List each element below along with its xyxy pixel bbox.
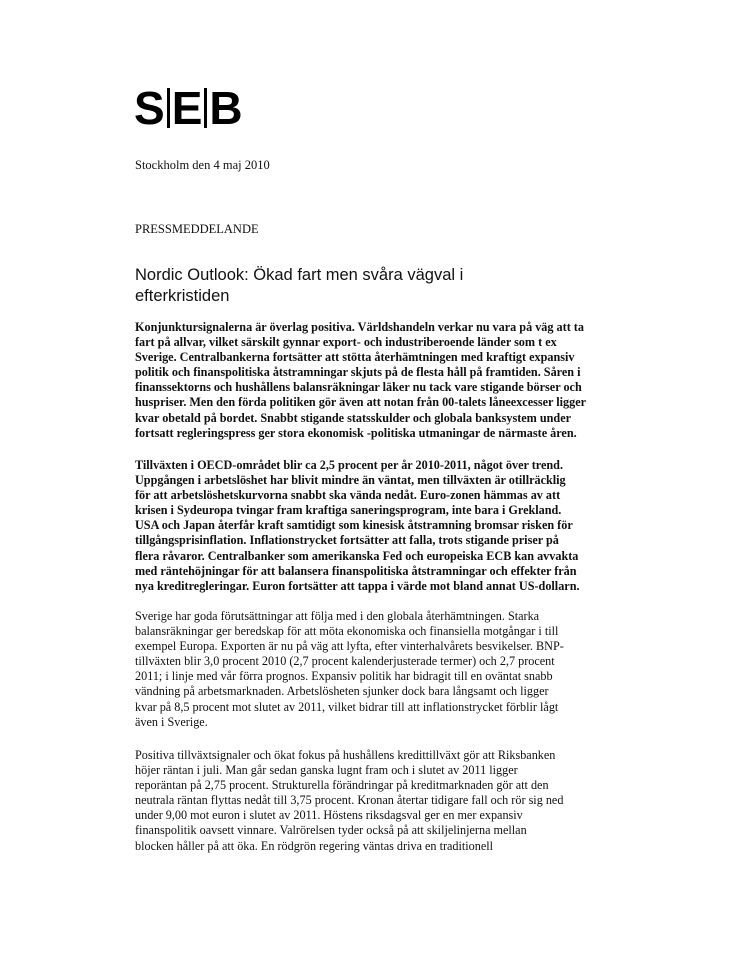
logo-divider xyxy=(167,88,170,128)
page-title xyxy=(135,265,605,307)
text-line: huspriser. Men den förda politiken gör även att notan från 00-talets låneexcesser ligger xyxy=(135,395,587,410)
text-line: Konjunktursignalerna är överlag positiva. Världshandeln verkar nu vara på väg att ta xyxy=(135,320,584,334)
text-line: nya kreditregleringar. Euron fortsätter att tappa i värde mot bland annat US-dollarn. xyxy=(135,578,580,593)
body-paragraph-2 xyxy=(135,748,613,854)
text-line: finanssektorns och hushållens balansräkningar läker nu tack vare stigande börser och xyxy=(135,380,582,395)
logo-letter-b: B xyxy=(209,82,243,134)
text-line: politik och finanspolitiska åtstramningar skjuts på de flesta håll på framtiden. Såren i xyxy=(135,365,581,380)
body-paragraph-1 xyxy=(135,609,613,730)
text-line: vändning på arbetsmarknaden. Arbetslösheten sjunker dock bara långsamt och ligger xyxy=(135,684,549,699)
text-line: krisen i Sydeuropa tvingar fram kraftiga saneringsprogram, inte bara i Grekland. xyxy=(135,503,562,518)
text-line: exempel Europa. Exporten är nu på väg att lyfta, efter vinterhalvårets besvikelser. BNP- xyxy=(135,639,564,654)
logo-divider xyxy=(204,88,207,128)
logo-letter-e: E xyxy=(171,82,203,134)
text-line: reporäntan på 2,75 procent. Strukturella förändringar på kreditmarknaden gör att den xyxy=(135,778,549,793)
text-line: Sverige. Centralbankerna fortsätter att stötta återhämtningen med kraftigt expansiv xyxy=(135,350,575,365)
dateline: Stockholm den 4 maj 2010 xyxy=(135,158,270,172)
text-line: tillgångsprisinflation. Inflationstrycket fortsätter att falla, trots stigande priser på xyxy=(135,533,559,548)
text-line: för att arbetslöshetskurvorna snabbt ska vända nedåt. Euro-zonen hämmas av att xyxy=(135,488,561,503)
title-line: Nordic Outlook: Ökad fart men svåra vägval i xyxy=(135,266,464,284)
text-line: höjer räntan i juli. Man går sedan ganska lugnt fram och i slutet av 2011 ligger xyxy=(135,763,518,778)
title-line: efterkristiden xyxy=(135,287,230,305)
text-line: neutrala räntan flyttas nedåt till 3,75 procent. Kronan återtar tidigare fall och rör sig ned xyxy=(135,793,564,808)
text-line: även i Sverige. xyxy=(135,714,208,729)
text-line: Positiva tillväxtsignaler och ökat fokus på hushållens kredittillväxt gör att Riksbanken xyxy=(135,748,556,762)
lead-paragraph-2 xyxy=(135,458,613,594)
text-line: med räntehöjningar för att balansera finanspolitiska åtstramningar och effekter från xyxy=(135,563,577,578)
text-line: fortsatt regleringspress ger stora ekonomisk -politiska utmaningar de närmaste åren. xyxy=(135,425,577,440)
lead-paragraph-1 xyxy=(135,320,613,441)
text-line: finanspolitik oavsett vinnare. Valrörelsen tyder också på att skiljelinjerna mellan xyxy=(135,823,527,838)
text-line: Uppgången i arbetslöshet har blivit mindre än väntat, men tillväxten är otillräcklig xyxy=(135,473,566,488)
text-line: blocken håller på att öka. En rödgrön regering väntas driva en traditionell xyxy=(135,838,494,853)
logo-letter-s: S xyxy=(134,82,165,134)
text-line: fart på allvar, vilket särskilt gynnar export- och industriberoende länder som t ex xyxy=(135,335,557,350)
text-line: Sverige har goda förutsättningar att följa med i den globala återhämtningen. Starka xyxy=(135,609,540,623)
text-line: 2011; i linje med vår förra prognos. Expansiv politik har bidragit till en oväntat snabb xyxy=(135,669,553,684)
text-line: USA och Japan återfår kraft samtidigt som kinesisk åtstramning bromsar risken för xyxy=(135,518,573,533)
text-line: balansräkningar ger beredskap för att möta ekonomiska och finansiella motgångar i till xyxy=(135,624,559,639)
text-line: tillväxten blir 3,0 procent 2010 (2,7 procent kalenderjusterade termer) och 2,7 procent xyxy=(135,654,555,669)
text-line: under 9,00 mot euron i slutet av 2011. Höstens riksdagsval ger en mer expansiv xyxy=(135,808,523,823)
text-line: kvar obetald på bordet. Snabbt stigande statsskulder och globala banksystem under xyxy=(135,410,572,425)
text-line: Tillväxten i OECD-området blir ca 2,5 procent per år 2010-2011, något över trend. xyxy=(135,458,564,472)
text-line: flera råvaror. Centralbanker som amerikanska Fed och europeiska ECB kan avvakta xyxy=(135,548,579,563)
press-release-label: PRESSMEDDELANDE xyxy=(135,222,259,236)
seb-logo xyxy=(134,82,243,134)
text-line: kvar på 8,5 procent mot slutet av 2011, vilket bidrar till att inflationstrycket förblir lågt xyxy=(135,699,559,714)
